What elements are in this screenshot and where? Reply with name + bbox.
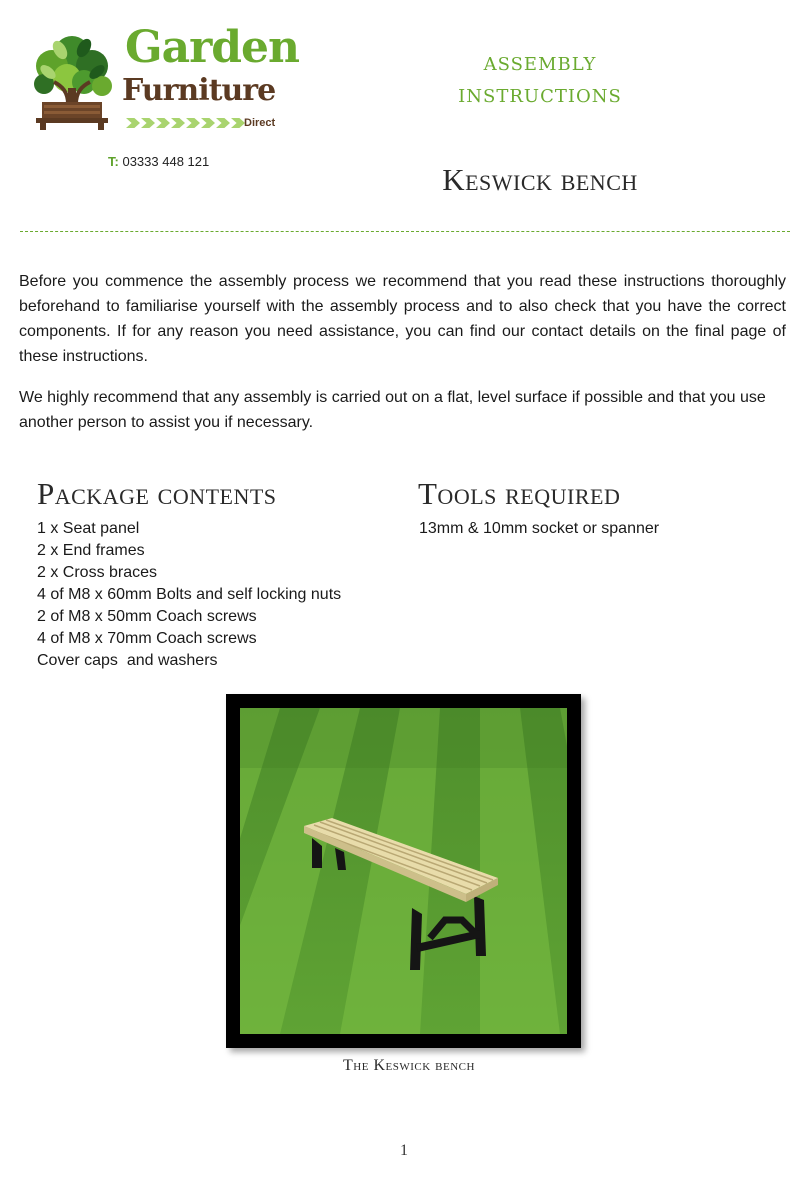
bench-photo-frame [226, 694, 581, 1048]
intro-paragraph-2: We highly recommend that any assembly is carried out on a flat, level surface if possible and that you use another person to assist you if necessary. [19, 389, 766, 431]
figure-caption: The Keswick bench [343, 1057, 475, 1074]
phone-contact [108, 154, 209, 169]
product-name: Keswick bench [442, 162, 638, 197]
header-divider [20, 231, 790, 232]
bench-on-lawn-image [240, 708, 567, 1034]
list-item: 1 x Seat panel [37, 520, 140, 537]
phone-number: 03333 448 121 [122, 154, 210, 169]
logo-word-garden: Garden [125, 22, 300, 73]
title-line-1: assembly [483, 47, 597, 77]
logo-word-furniture: Furniture [122, 73, 276, 108]
tree-logo-icon [22, 26, 122, 136]
title-line-2: instructions [458, 79, 622, 109]
list-item: Cover caps and washers [37, 652, 218, 669]
list-item: 13mm & 10mm socket or spanner [419, 520, 660, 537]
package-contents-list [37, 518, 341, 672]
company-logo [22, 22, 302, 136]
tools-required-heading: Tools required [418, 476, 621, 511]
page-number: 1 [400, 1142, 408, 1159]
bench-photo [240, 708, 567, 1034]
list-item: 2 x End frames [37, 542, 145, 559]
intro-paragraph-1: Before you commence the assembly process we recommend that you read these instructions thoroughly beforehand to familiarise yourself with the assembly process and to also check that you have the correct components. If for any reason you need assistance, you can find our contact details on the final page of these instructions. [19, 273, 786, 365]
phone-label: T: [108, 154, 119, 169]
package-contents-heading: Package contents [37, 476, 277, 511]
logo-chevrons-icon [126, 118, 246, 130]
list-item: 2 x Cross braces [37, 564, 158, 581]
list-item: 4 of M8 x 70mm Coach screws [37, 630, 257, 647]
list-item: 4 of M8 x 60mm Bolts and self locking nuts [37, 586, 342, 603]
document-title [400, 46, 680, 110]
tools-required-list [419, 518, 659, 540]
logo-word-direct: Direct [244, 117, 276, 129]
list-item: 2 of M8 x 50mm Coach screws [37, 608, 257, 625]
